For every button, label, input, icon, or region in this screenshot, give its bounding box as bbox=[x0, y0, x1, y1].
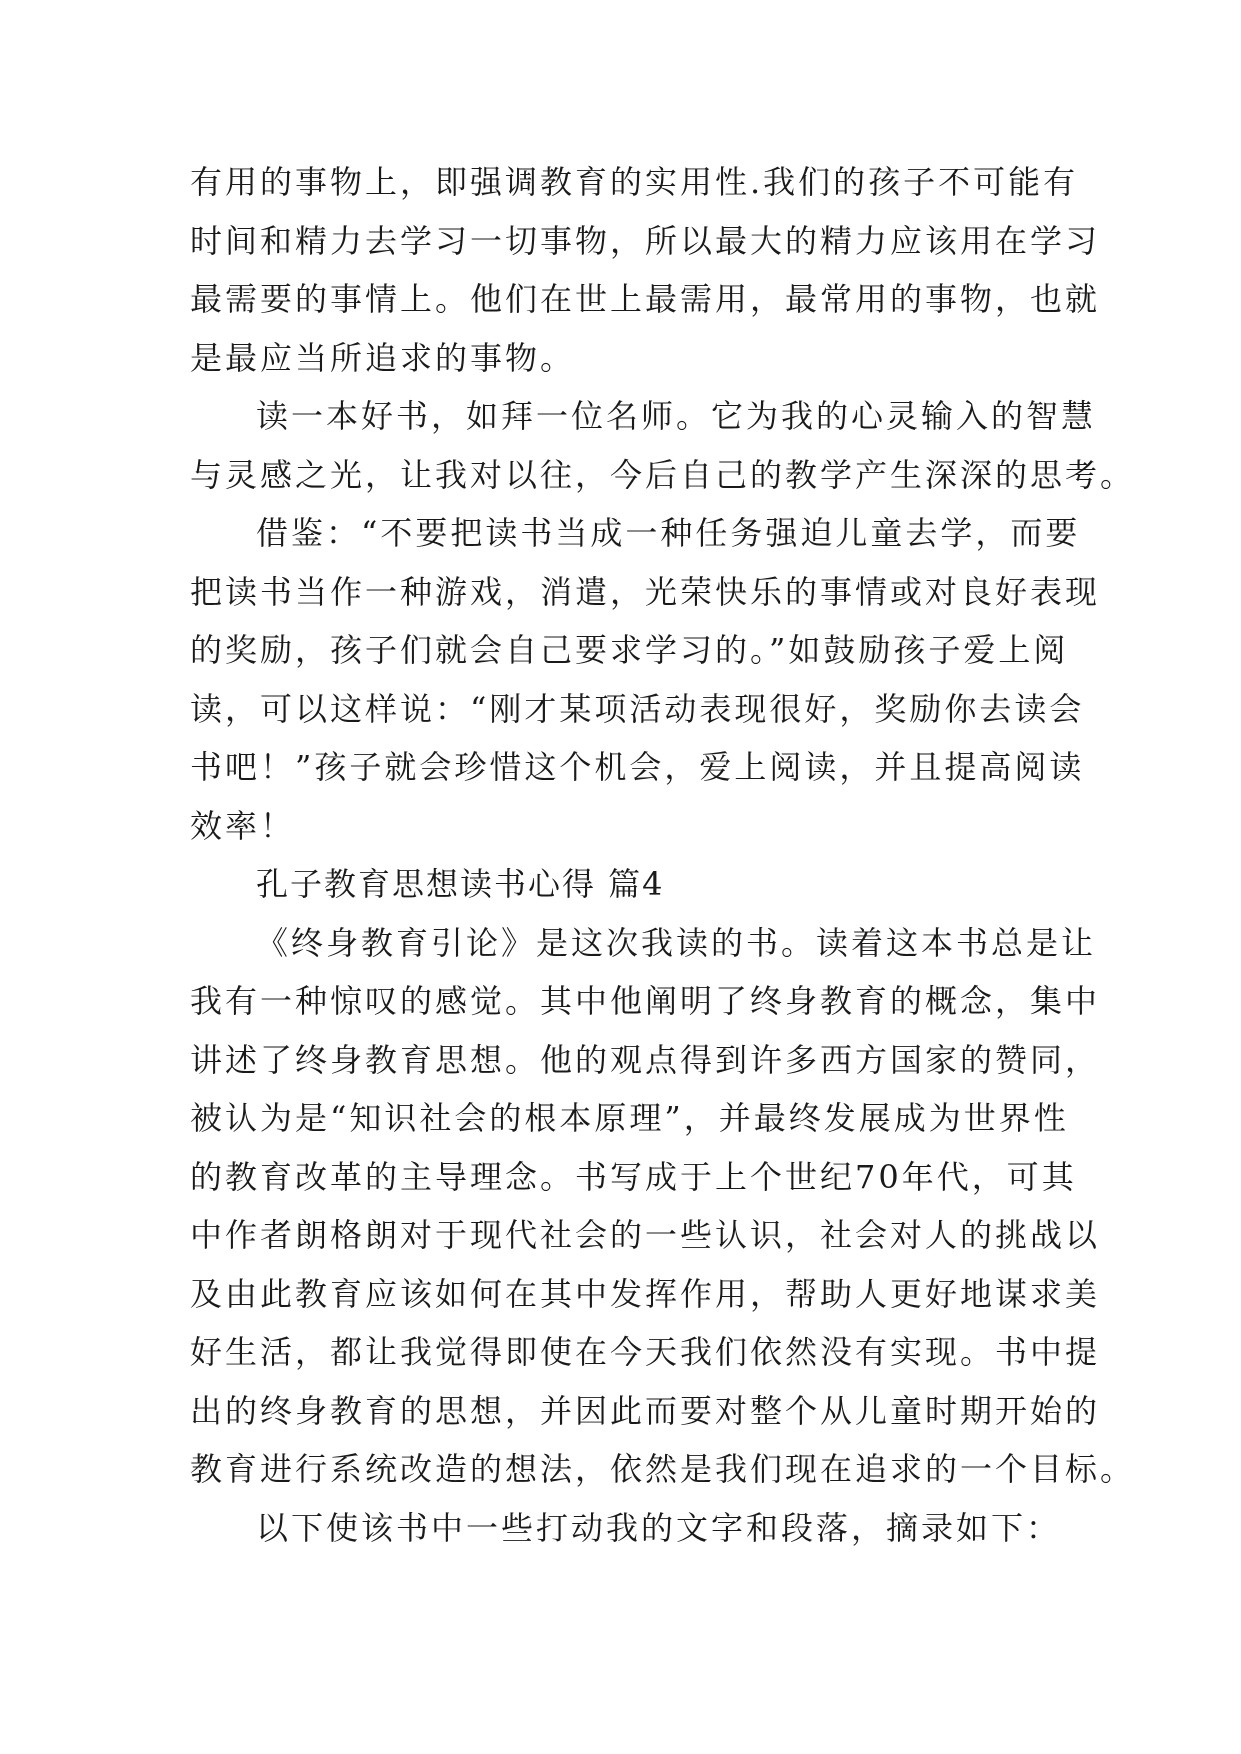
text-line: 是最应当所追求的事物。 bbox=[190, 338, 576, 377]
text-line: 教育进行系统改造的想法，依然是我们现在追求的一个目标。 bbox=[190, 1450, 1136, 1488]
paragraph-first-line: 《终身教育引论》是这次我读的书。读着这本书总是让 bbox=[256, 923, 1097, 962]
text-line: 读，可以这样说：“刚才某项活动表现很好，奖励你去读会 bbox=[190, 689, 1085, 728]
text-line: 及由此教育应该如何在其中发挥作用，帮助人更好地谋求美 bbox=[190, 1274, 1101, 1313]
paragraph-first-line: 以下使该书中一些打动我的文字和段落，摘录如下： bbox=[256, 1508, 1062, 1547]
text-line: 我有一种惊叹的感觉。其中他阐明了终身教育的概念，集中 bbox=[190, 982, 1101, 1020]
section-heading: 孔子教育思想读书心得 篇4 bbox=[256, 865, 665, 903]
text-line: 的奖励，孩子们就会自己要求学习的。”如鼓励孩子爱上阅 bbox=[190, 631, 1069, 669]
text-line: 出的终身教育的思想，并因此而要对整个从儿童时期开始的 bbox=[190, 1391, 1101, 1430]
text-line: 好生活，都让我觉得即使在今天我们依然没有实现。书中提 bbox=[190, 1333, 1101, 1371]
text-line: 效率！ bbox=[190, 806, 296, 845]
text-line: 把读书当作一种游戏，消遣，光荣快乐的事情或对良好表现 bbox=[190, 572, 1101, 611]
text-line: 时间和精力去学习一切事物，所以最大的精力应该用在学习 bbox=[190, 221, 1101, 260]
text-line: 有用的事物上，即强调教育的实用性.我们的孩子不可能有 bbox=[190, 163, 1079, 201]
text-line: 被认为是“知识社会的根本原理”，并最终发展成为世界性 bbox=[190, 1099, 1069, 1137]
text-line: 书吧！”孩子就会珍惜这个机会，爱上阅读，并且提高阅读 bbox=[190, 748, 1085, 786]
text-line: 讲述了终身教育思想。他的观点得到许多西方国家的赞同， bbox=[190, 1040, 1101, 1079]
text-line: 中作者朗格朗对于现代社会的一些认识，社会对人的挑战以 bbox=[190, 1216, 1101, 1254]
paragraph-first-line: 借鉴：“不要把读书当成一种任务强迫儿童去学，而要 bbox=[256, 514, 1081, 552]
paragraph-first-line: 读一本好书，如拜一位名师。它为我的心灵输入的智慧 bbox=[256, 397, 1097, 435]
document-body bbox=[190, 153, 1136, 1557]
text-line: 最需要的事情上。他们在世上最需用，最常用的事物，也就 bbox=[190, 280, 1101, 318]
text-line: 与灵感之光，让我对以往，今后自己的教学产生深深的思考。 bbox=[190, 455, 1136, 494]
text-line: 的教育改革的主导理念。书写成于上个世纪70年代，可其 bbox=[190, 1157, 1077, 1196]
